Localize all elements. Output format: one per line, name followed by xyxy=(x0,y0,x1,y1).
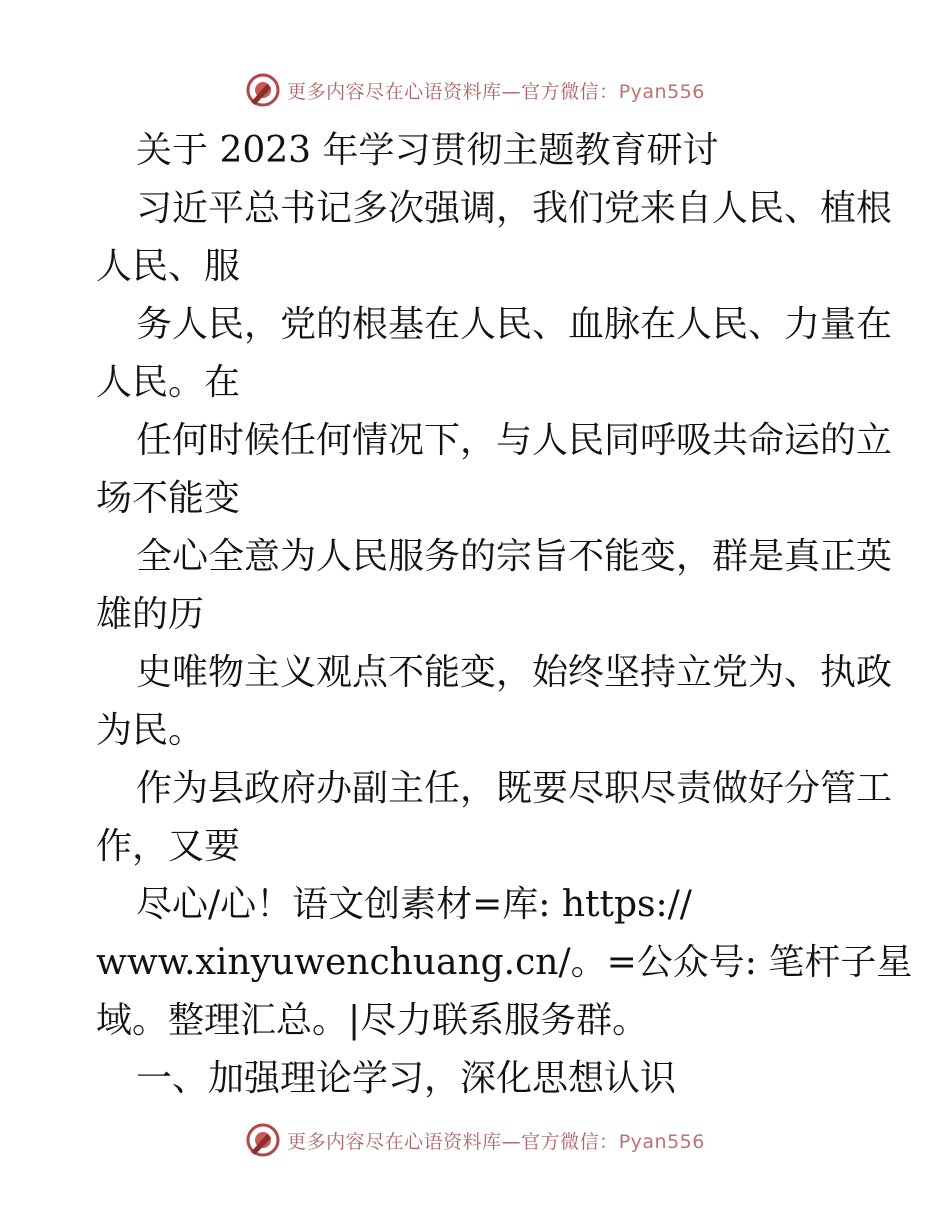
paragraph-line: 场不能变 xyxy=(96,478,241,519)
banner-separator: — xyxy=(501,80,522,103)
pen-logo-icon xyxy=(245,72,281,108)
banner-wechat-id: Pyan556 xyxy=(618,1130,705,1153)
paragraph-line: 习近平总书记多次强调，我们党来自人民、植根 xyxy=(136,188,893,229)
paragraph-line: 为民。 xyxy=(96,710,205,751)
footer-banner xyxy=(0,1120,950,1160)
document-body xyxy=(96,122,913,1108)
banner-separator: — xyxy=(501,1130,522,1153)
paragraph-line: 雄的历 xyxy=(96,594,205,635)
banner-brand-text: 更多内容尽在心语资料库 xyxy=(287,80,502,103)
paragraph-line: 域。整理汇总。|尽力联系服务群。 xyxy=(96,1000,649,1041)
paragraph-line: 尽心/心！语文创素材=库: https:// xyxy=(136,884,692,925)
paragraph-line: 作为县政府办副主任，既要尽职尽责做好分管工 xyxy=(136,768,893,809)
banner-wechat-label: 官方微信： xyxy=(521,80,619,103)
banner-wechat-id: Pyan556 xyxy=(618,80,705,103)
header-banner xyxy=(0,70,950,110)
document-title: 关于 2023 年学习贯彻主题教育研讨 xyxy=(136,130,719,171)
paragraph-line: 人民。在 xyxy=(96,362,241,403)
paragraph-line: 史唯物主义观点不能变，始终坚持立党为、执政 xyxy=(136,652,893,693)
paragraph-line: 人民、服 xyxy=(96,246,241,287)
pen-logo-icon xyxy=(245,1122,281,1158)
paragraph-line: 任何时候任何情况下，与人民同呼吸共命运的立 xyxy=(136,420,893,461)
banner-wechat-label: 官方微信： xyxy=(521,1130,619,1153)
paragraph-line: 全心全意为人民服务的宗旨不能变，群是真正英 xyxy=(136,536,893,577)
paragraph-line: 务人民，党的根基在人民、血脉在人民、力量在 xyxy=(136,304,893,345)
banner-brand-text: 更多内容尽在心语资料库 xyxy=(287,1130,502,1153)
section-heading: 一、加强理论学习，深化思想认识 xyxy=(136,1058,677,1099)
paragraph-line: www.xinyuwenchuang.cn/。=公众号: 笔杆子星 xyxy=(96,942,913,983)
paragraph-line: 作，又要 xyxy=(96,826,241,867)
